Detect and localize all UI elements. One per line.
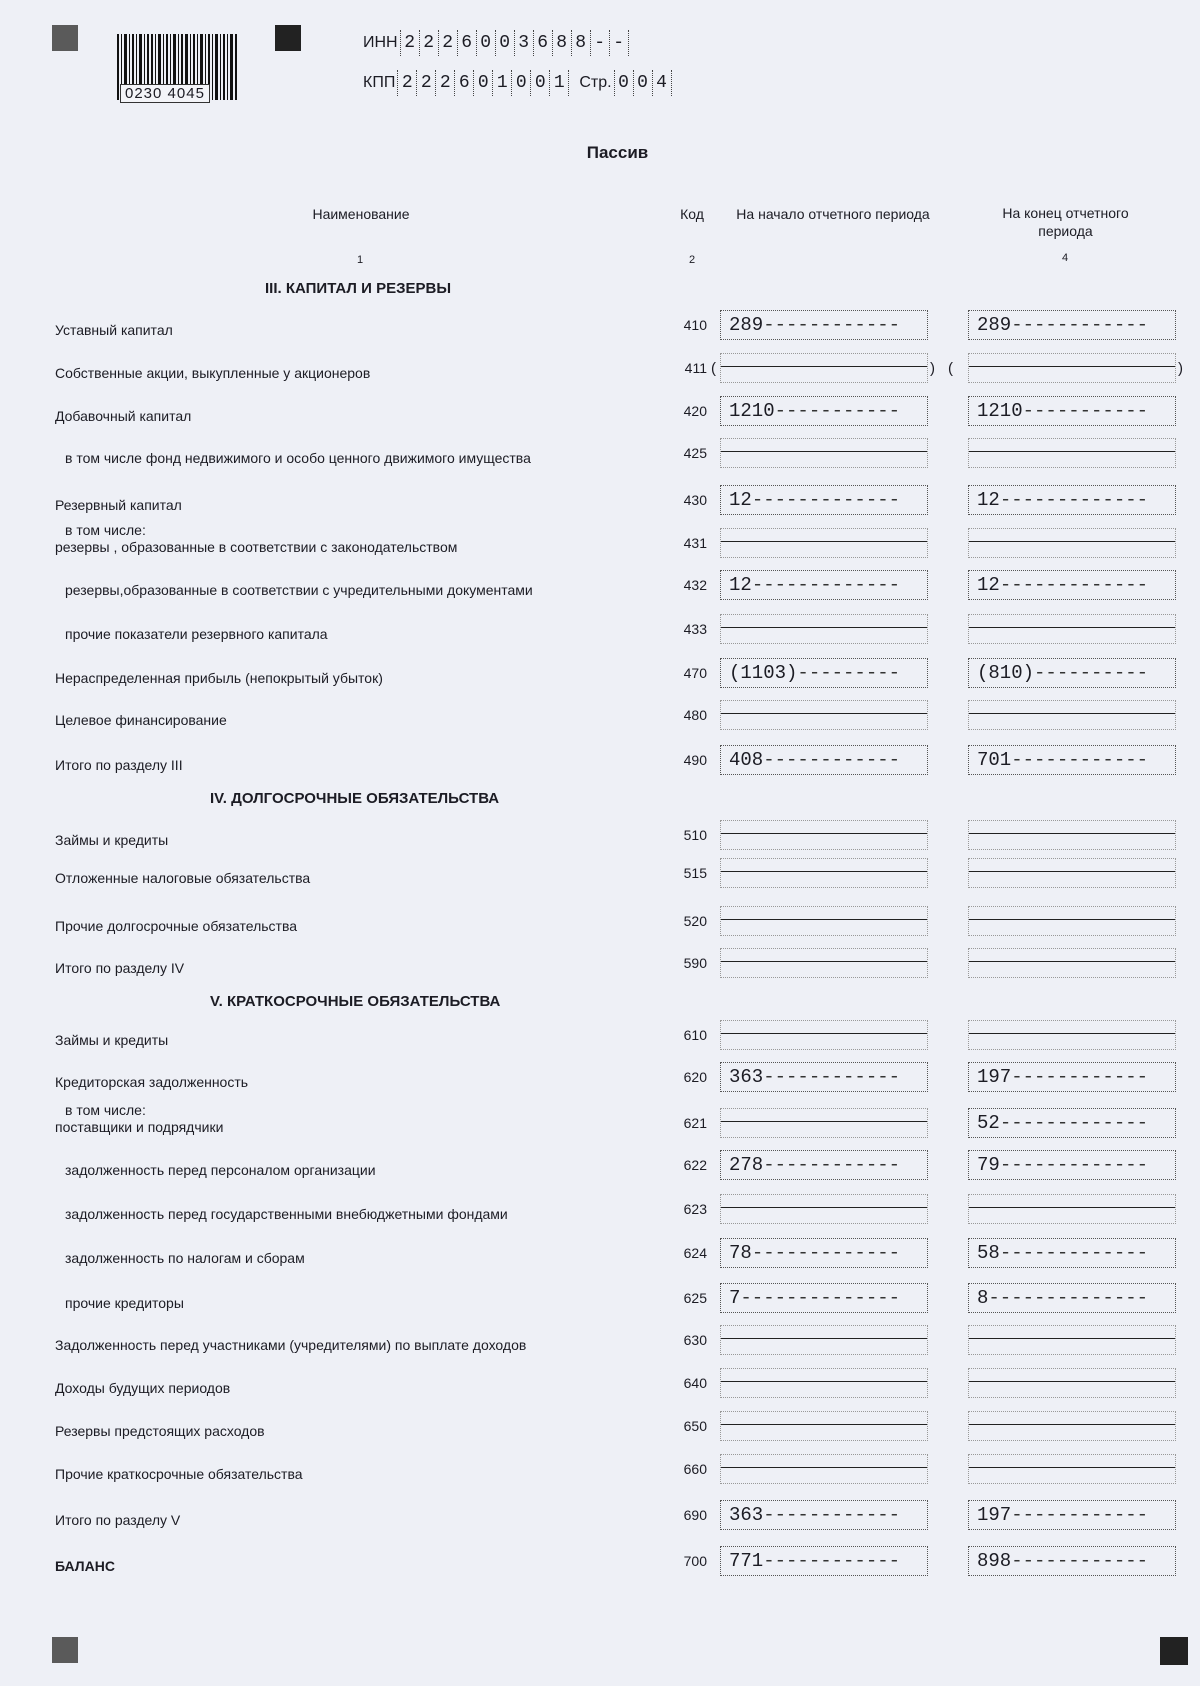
row-label: Кредиторская задолженность	[55, 1074, 249, 1090]
value-start-empty[interactable]	[720, 1368, 928, 1398]
value-end-field[interactable]	[968, 396, 1176, 426]
row-code: 610	[683, 1027, 707, 1043]
value-start-field[interactable]	[720, 1062, 928, 1092]
fill-dashes: ------------	[1011, 1066, 1149, 1088]
value-start-empty[interactable]	[720, 614, 928, 644]
fill-dashes: ---------	[797, 662, 901, 684]
row-code: 660	[683, 1461, 707, 1477]
row-label: Итого по разделу V	[55, 1512, 181, 1528]
value-start-field[interactable]	[720, 485, 928, 515]
fill-dashes: ------------	[1011, 314, 1149, 336]
value-start: 1210	[729, 400, 775, 422]
fill-dashes: -------------	[999, 1154, 1149, 1176]
value-end-empty[interactable]	[968, 1454, 1176, 1484]
row-code: 590	[683, 955, 707, 971]
row-code: 480	[683, 707, 707, 723]
fill-dashes: ------------	[763, 314, 901, 336]
row-code: 690	[683, 1507, 707, 1523]
digit-cell: 3	[514, 30, 533, 56]
value-end-empty[interactable]	[968, 1325, 1176, 1355]
value-start-field[interactable]	[720, 396, 928, 426]
value-end: 289	[977, 314, 1012, 336]
corner-marker-top-left	[52, 25, 78, 51]
digit-cell: 6	[454, 70, 473, 96]
value-end-empty[interactable]	[968, 528, 1176, 558]
value-start-empty[interactable]	[720, 700, 928, 730]
value-end-empty[interactable]	[968, 820, 1176, 850]
digit-cell: 0	[614, 70, 633, 96]
row-label: Итого по разделу IV	[55, 960, 185, 976]
fill-dashes: -------------	[751, 574, 901, 596]
digit-cell: 2	[397, 70, 416, 96]
bracket-mark: )	[1178, 360, 1183, 377]
barcode-number: 0230 4045	[120, 84, 210, 103]
digit-cell: 0	[495, 30, 514, 56]
row-code: 623	[683, 1201, 707, 1217]
row-code: 470	[683, 665, 707, 681]
value-start-field[interactable]	[720, 745, 928, 775]
row-code: 624	[683, 1245, 707, 1261]
corner-marker-bottom-left	[52, 1637, 78, 1663]
row-label	[55, 522, 457, 556]
row-label: Резервы предстоящих расходов	[55, 1423, 265, 1439]
fill-dashes: -----------	[774, 400, 901, 422]
fill-dashes: ------------	[1011, 749, 1149, 771]
row-label: Добавочный капитал	[55, 408, 192, 424]
fill-dashes: ------------	[1011, 1504, 1149, 1526]
row-label-line1: в том числе:	[65, 1102, 146, 1118]
fill-dashes: --------------	[740, 1287, 901, 1309]
col-header-end: На конец отчетного периода	[1002, 205, 1129, 239]
row-label: Займы и кредиты	[55, 1032, 169, 1048]
value-end-field[interactable]	[968, 1238, 1176, 1268]
col-index-name: 1	[356, 254, 364, 266]
value-end: 197	[977, 1504, 1012, 1526]
fill-dashes: ------------	[763, 1154, 901, 1176]
col-index-end: 4	[1061, 252, 1069, 264]
value-start-field[interactable]	[720, 1500, 928, 1530]
value-start-empty[interactable]	[720, 1454, 928, 1484]
value-start-empty[interactable]	[720, 948, 928, 978]
value-start: 363	[729, 1066, 764, 1088]
value-end-field[interactable]	[968, 310, 1176, 340]
value-end: 197	[977, 1066, 1012, 1088]
row-label: задолженность по налогам и сборам	[65, 1250, 305, 1266]
bracket-mark: )	[930, 360, 935, 377]
col-index-code: 2	[688, 254, 696, 266]
digit-cell: 2	[435, 70, 454, 96]
row-label: Итого по разделу III	[55, 757, 183, 773]
value-end: (810)	[977, 662, 1035, 684]
row-code: 630	[683, 1332, 707, 1348]
value-end: 8	[977, 1287, 989, 1309]
value-start-field[interactable]	[720, 310, 928, 340]
value-end: 12	[977, 574, 1000, 596]
inn-label: ИНН	[363, 34, 398, 51]
digit-cell: 2	[400, 30, 419, 56]
inn-cells	[400, 30, 629, 56]
row-code: 520	[683, 913, 707, 929]
row-code: 620	[683, 1069, 707, 1085]
row-code: 515	[683, 865, 707, 881]
row-code: 622	[683, 1157, 707, 1173]
section-5-heading: V. КРАТКОСРОЧНЫЕ ОБЯЗАТЕЛЬСТВА	[210, 993, 501, 1010]
value-end: 58	[977, 1242, 1000, 1264]
fill-dashes: -------------	[999, 1242, 1149, 1264]
value-start-empty[interactable]	[720, 353, 928, 383]
fill-dashes: -------------	[999, 489, 1149, 511]
row-code: 425	[683, 445, 707, 461]
row-label: БАЛАНС	[55, 1558, 115, 1574]
value-start-empty[interactable]	[720, 1411, 928, 1441]
value-end-field[interactable]	[968, 1283, 1176, 1313]
col-header-start: На начало отчетного периода	[736, 206, 930, 222]
fill-dashes: ------------	[763, 1550, 901, 1572]
digit-cell: 2	[438, 30, 457, 56]
row-code: 431	[683, 535, 707, 551]
row-label: задолженность перед персоналом организации	[65, 1162, 376, 1178]
fill-dashes: ------------	[1011, 1550, 1149, 1572]
row-code: 432	[683, 577, 707, 593]
row-label: Задолженность перед участниками (учредителями) по выплате доходов	[55, 1337, 527, 1353]
value-end-empty[interactable]	[968, 614, 1176, 644]
value-start: 771	[729, 1550, 764, 1572]
value-start: 408	[729, 749, 764, 771]
value-start-field[interactable]	[720, 1238, 928, 1268]
bracket-mark: (	[711, 360, 716, 377]
digit-cell: 4	[652, 70, 672, 96]
row-label: Отложенные налоговые обязательства	[55, 870, 311, 886]
value-end: 1210	[977, 400, 1023, 422]
row-code: 621	[683, 1115, 707, 1131]
value-end-empty[interactable]	[968, 1368, 1176, 1398]
value-end-field[interactable]	[968, 1108, 1176, 1138]
digit-cell: -	[590, 30, 609, 56]
value-start-empty[interactable]	[720, 528, 928, 558]
section-3-heading: III. КАПИТАЛ И РЕЗЕРВЫ	[265, 280, 451, 297]
value-start: 278	[729, 1154, 764, 1176]
row-code: 700	[683, 1553, 707, 1569]
page-label: Стр.	[579, 74, 612, 91]
fill-dashes: ------------	[763, 1066, 901, 1088]
value-start-empty[interactable]	[720, 1325, 928, 1355]
digit-cell: 0	[633, 70, 652, 96]
row-code: 411	[684, 360, 707, 376]
value-end-field[interactable]	[968, 1500, 1176, 1530]
digit-cell: 0	[476, 30, 495, 56]
row-label: Прочие долгосрочные обязательства	[55, 918, 298, 934]
fill-dashes: ------------	[763, 1504, 901, 1526]
digit-cell: 6	[457, 30, 476, 56]
digit-cell: 8	[552, 30, 571, 56]
digit-cell: 8	[571, 30, 590, 56]
kpp-label: КПП	[363, 74, 396, 91]
value-end-empty[interactable]	[968, 1020, 1176, 1050]
digit-cell: 1	[549, 70, 569, 96]
fill-dashes: ------------	[763, 749, 901, 771]
row-code: 625	[683, 1290, 707, 1306]
row-label: Уставный капитал	[55, 322, 173, 338]
digit-cell: -	[609, 30, 629, 56]
row-code: 510	[683, 827, 707, 843]
bracket-mark: (	[948, 360, 953, 377]
row-code: 640	[683, 1375, 707, 1391]
corner-marker-bottom-right	[1160, 1637, 1188, 1665]
row-code: 650	[683, 1418, 707, 1434]
page-cells	[614, 70, 672, 96]
value-end-field[interactable]	[968, 1150, 1176, 1180]
value-start: 7	[729, 1287, 741, 1309]
page-title: Пассив	[586, 143, 649, 162]
col-header-name: Наименование	[312, 206, 410, 222]
fill-dashes: -------------	[999, 1112, 1149, 1134]
row-label-line2: резервы , образованные в соответствии с законодательством	[55, 539, 458, 555]
fill-dashes: -----------	[1022, 400, 1149, 422]
row-label: Доходы будущих периодов	[55, 1380, 231, 1396]
value-start-field[interactable]	[720, 1546, 928, 1576]
row-label-line2: поставщики и подрядчики	[55, 1119, 224, 1135]
kpp-row	[363, 70, 672, 96]
value-end: 701	[977, 749, 1012, 771]
value-start-empty[interactable]	[720, 438, 928, 468]
digit-cell: 0	[473, 70, 492, 96]
value-start: (1103)	[729, 662, 798, 684]
fill-dashes: -------------	[751, 1242, 901, 1264]
value-end-field[interactable]	[968, 745, 1176, 775]
value-end-empty[interactable]	[968, 700, 1176, 730]
value-end-empty[interactable]	[968, 1411, 1176, 1441]
value-start-field[interactable]	[720, 1283, 928, 1313]
inn-row	[363, 30, 629, 56]
value-start: 12	[729, 489, 752, 511]
value-start-empty[interactable]	[720, 1108, 928, 1138]
value-start-empty[interactable]	[720, 1194, 928, 1224]
value-start-empty[interactable]	[720, 820, 928, 850]
value-end: 898	[977, 1550, 1012, 1572]
value-end-empty[interactable]	[968, 353, 1176, 383]
section-4-heading: IV. ДОЛГОСРОЧНЫЕ ОБЯЗАТЕЛЬСТВА	[210, 790, 500, 807]
row-label: Целевое финансирование	[55, 712, 227, 728]
value-start-empty[interactable]	[720, 1020, 928, 1050]
row-code: 410	[683, 317, 707, 333]
value-end-empty[interactable]	[968, 858, 1176, 888]
value-start-empty[interactable]	[720, 906, 928, 936]
value-start-field[interactable]	[720, 658, 928, 688]
row-code: 420	[683, 403, 707, 419]
value-start-field[interactable]	[720, 570, 928, 600]
value-start: 289	[729, 314, 764, 336]
value-start: 78	[729, 1242, 752, 1264]
value-end-field[interactable]	[968, 570, 1176, 600]
value-start-empty[interactable]	[720, 858, 928, 888]
row-label: Собственные акции, выкупленные у акционеров	[55, 365, 371, 381]
digit-cell: 0	[511, 70, 530, 96]
row-label: задолженность перед государственными внебюджетными фондами	[65, 1206, 508, 1222]
value-end: 79	[977, 1154, 1000, 1176]
value-end-empty[interactable]	[968, 438, 1176, 468]
value-end-field[interactable]	[968, 658, 1176, 688]
value-end: 12	[977, 489, 1000, 511]
row-label: Нераспределенная прибыль (непокрытый убыток)	[55, 670, 383, 686]
row-label	[55, 1102, 223, 1136]
row-label: Займы и кредиты	[55, 832, 169, 848]
row-label: Резервный капитал	[55, 497, 182, 513]
fill-dashes: ----------	[1034, 662, 1149, 684]
row-label: в том числе фонд недвижимого и особо ценного движимого имущества	[65, 450, 531, 466]
row-label: прочие кредиторы	[65, 1295, 184, 1311]
row-label-line1: в том числе:	[65, 522, 146, 538]
value-start: 12	[729, 574, 752, 596]
value-end-empty[interactable]	[968, 1194, 1176, 1224]
value-end-empty[interactable]	[968, 906, 1176, 936]
digit-cell: 1	[492, 70, 511, 96]
corner-marker-top	[275, 25, 301, 51]
digit-cell: 0	[530, 70, 549, 96]
value-start: 363	[729, 1504, 764, 1526]
row-label: Прочие краткосрочные обязательства	[55, 1466, 303, 1482]
col-header-code: Код	[680, 206, 704, 222]
fill-dashes: -------------	[999, 574, 1149, 596]
value-end-field[interactable]	[968, 1546, 1176, 1576]
row-code: 430	[683, 492, 707, 508]
row-label: резервы,образованные в соответствии с учредительными документами	[65, 582, 533, 598]
fill-dashes: --------------	[988, 1287, 1149, 1309]
digit-cell: 2	[416, 70, 435, 96]
row-code: 433	[683, 621, 707, 637]
value-end: 52	[977, 1112, 1000, 1134]
value-start-field[interactable]	[720, 1150, 928, 1180]
digit-cell: 6	[533, 30, 552, 56]
kpp-cells	[397, 70, 569, 96]
value-end-field[interactable]	[968, 1062, 1176, 1092]
value-end-field[interactable]	[968, 485, 1176, 515]
digit-cell: 2	[419, 30, 438, 56]
row-code: 490	[683, 752, 707, 768]
value-end-empty[interactable]	[968, 948, 1176, 978]
fill-dashes: -------------	[751, 489, 901, 511]
row-label: прочие показатели резервного капитала	[65, 626, 328, 642]
